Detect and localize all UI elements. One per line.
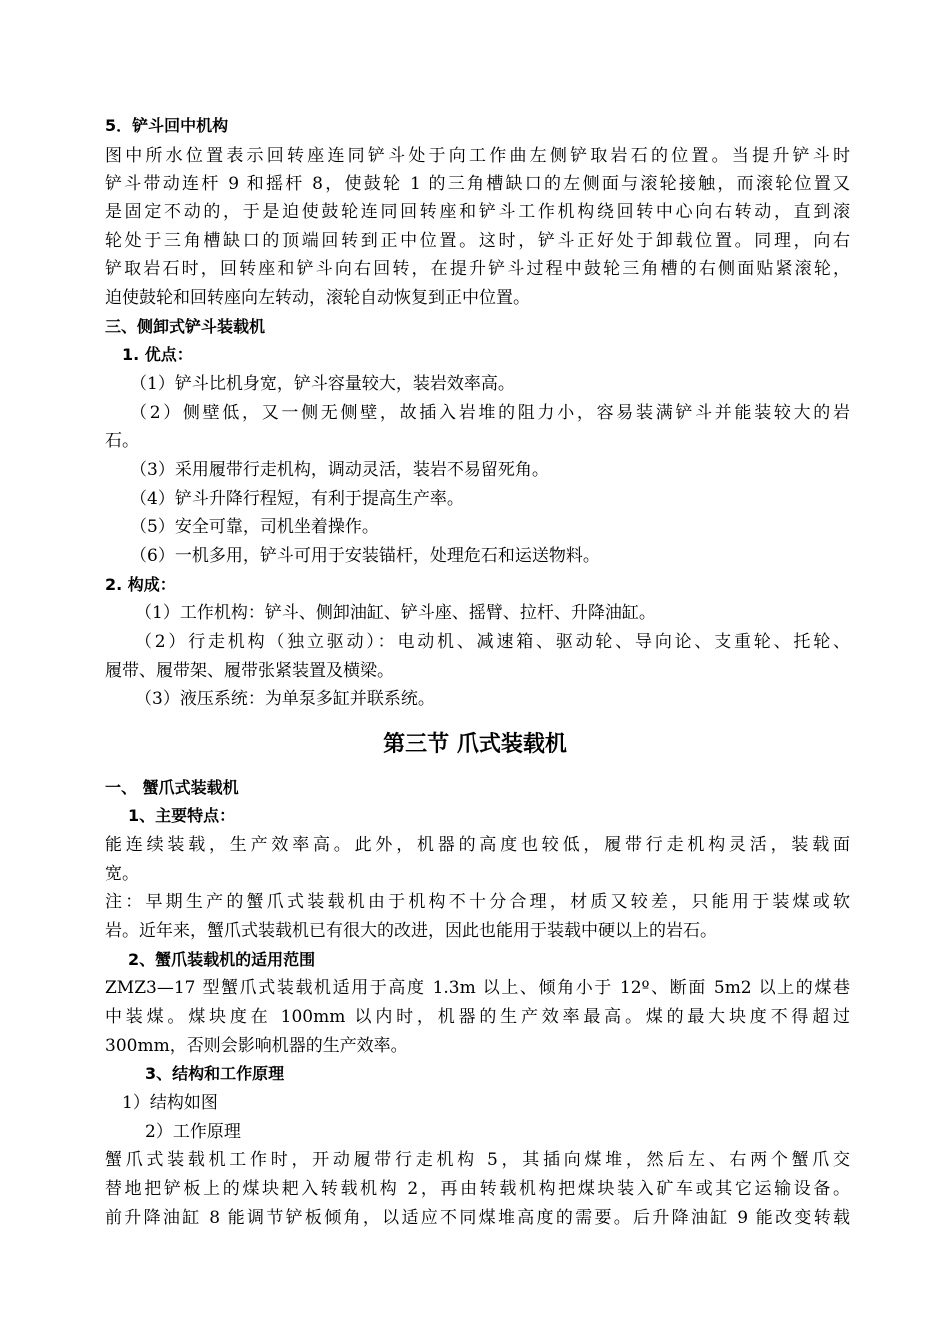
paragraph-line: 迫使鼓轮和回转座向左转动，滚轮自动恢复到正中位置。 (105, 288, 530, 308)
list-item-continuation: 履带、履带架、履带张紧装置及横梁。 (105, 661, 394, 681)
section-heading: 三、侧卸式铲斗装载机 (105, 317, 266, 336)
paragraph-line: 替地把铲板上的煤块耙入转载机构 2，再由转载机构把煤块装入矿车或其它运输设备。 (105, 1179, 850, 1199)
paragraph-line: 轮处于三角槽缺口的顶端回转到正中位置。这时，铲斗正好处于卸载位置。同理，向右 (105, 231, 850, 251)
paragraph-line: 能连续装载，生产效率高。此外，机器的高度也较低，履带行走机构灵活，装载面 (105, 835, 850, 855)
list-item: （2）行走机构（独立驱动）：电动机、减速箱、驱动轮、导向论、支重轮、托轮、 (135, 632, 850, 652)
chapter-title: 第三节 爪式装载机 (383, 732, 567, 757)
paragraph-line: 宽。 (105, 864, 139, 884)
paragraph-line: 前升降油缸 8 能调节铲板倾角，以适应不同煤堆高度的需要。后升降油缸 9 能改变转载 (105, 1208, 850, 1228)
subheading-structure: 3、结构和工作原理 (145, 1064, 285, 1083)
list-item: （3）采用履带行走机构，调动灵活，装岩不易留死角。 (130, 460, 549, 480)
paragraph-line: 是固定不动的，于是迫使鼓轮连同回转座和铲斗工作机构绕回转中心向右转动，直到滚 (105, 202, 850, 222)
subheading-scope: 2、蟹爪装载机的适用范围 (128, 950, 316, 969)
section-5-heading: 5．铲斗回中机构 (105, 116, 229, 135)
list-item: （4）铲斗升降行程短，有利于提高生产率。 (130, 489, 464, 509)
subheading-composition: 2. 构成： (105, 575, 176, 594)
paragraph-line: 1）结构如图 (122, 1093, 218, 1113)
list-item: （3）液压系统：为单泵多缸并联系统。 (135, 689, 435, 709)
paragraph-line: 注：早期生产的蟹爪式装载机由于机构不十分合理，材质又较差，只能用于装煤或软 (105, 892, 850, 912)
paragraph-line: 图中所水位置表示回转座连同铲斗处于向工作曲左侧铲取岩石的位置。当提升铲斗时 (105, 146, 850, 166)
paragraph-line: 铲取岩石时，回转座和铲斗向右回转，在提升铲斗过程中鼓轮三角槽的右侧面贴紧滚轮， (105, 259, 850, 279)
paragraph-line: 2）工作原理 (145, 1122, 241, 1142)
subheading-advantages: 1. 优点： (122, 345, 193, 364)
list-item: （6）一机多用，铲斗可用于安装锚杆，处理危石和运送物料。 (130, 546, 600, 566)
section-heading: 一、 蟹爪式装载机 (105, 778, 239, 797)
list-item: （1）工作机构：铲斗、侧卸油缸、铲斗座、摇臂、拉杆、升降油缸。 (135, 603, 656, 623)
paragraph-line: 中装煤。煤块度在 100mm 以内时，机器的生产效率最高。煤的最大块度不得超过 (105, 1007, 850, 1027)
list-item: （1）铲斗比机身宽，铲斗容量较大，装岩效率高。 (130, 374, 515, 394)
paragraph-line: 岩。近年来，蟹爪式装载机已有很大的改进，因此也能用于装载中硬以上的岩石。 (105, 921, 717, 941)
list-item: （5）安全可靠，司机坐着操作。 (130, 517, 379, 537)
list-item: （2）侧壁低，又一侧无侧壁，故插入岩堆的阻力小，容易装满铲斗并能装较大的岩 (130, 403, 850, 423)
paragraph-line: 铲斗带动连杆 9 和摇杆 8，使鼓轮 1 的三角槽缺口的左侧面与滚轮接触，而滚轮位置又 (105, 174, 850, 194)
paragraph-line: 300mm，否则会影响机器的生产效率。 (105, 1036, 408, 1056)
paragraph-line: ZMZ3—17 型蟹爪式装载机适用于高度 1.3m 以上、倾角小于 12º、断面 5m2 以上的煤巷 (105, 978, 850, 998)
paragraph-line: 蟹爪式装载机工作时，开动履带行走机构 5，其插向煤堆，然后左、右两个蟹爪交 (105, 1150, 850, 1170)
subheading-features: 1、主要特点： (128, 806, 236, 825)
list-item-continuation: 石。 (105, 431, 139, 451)
